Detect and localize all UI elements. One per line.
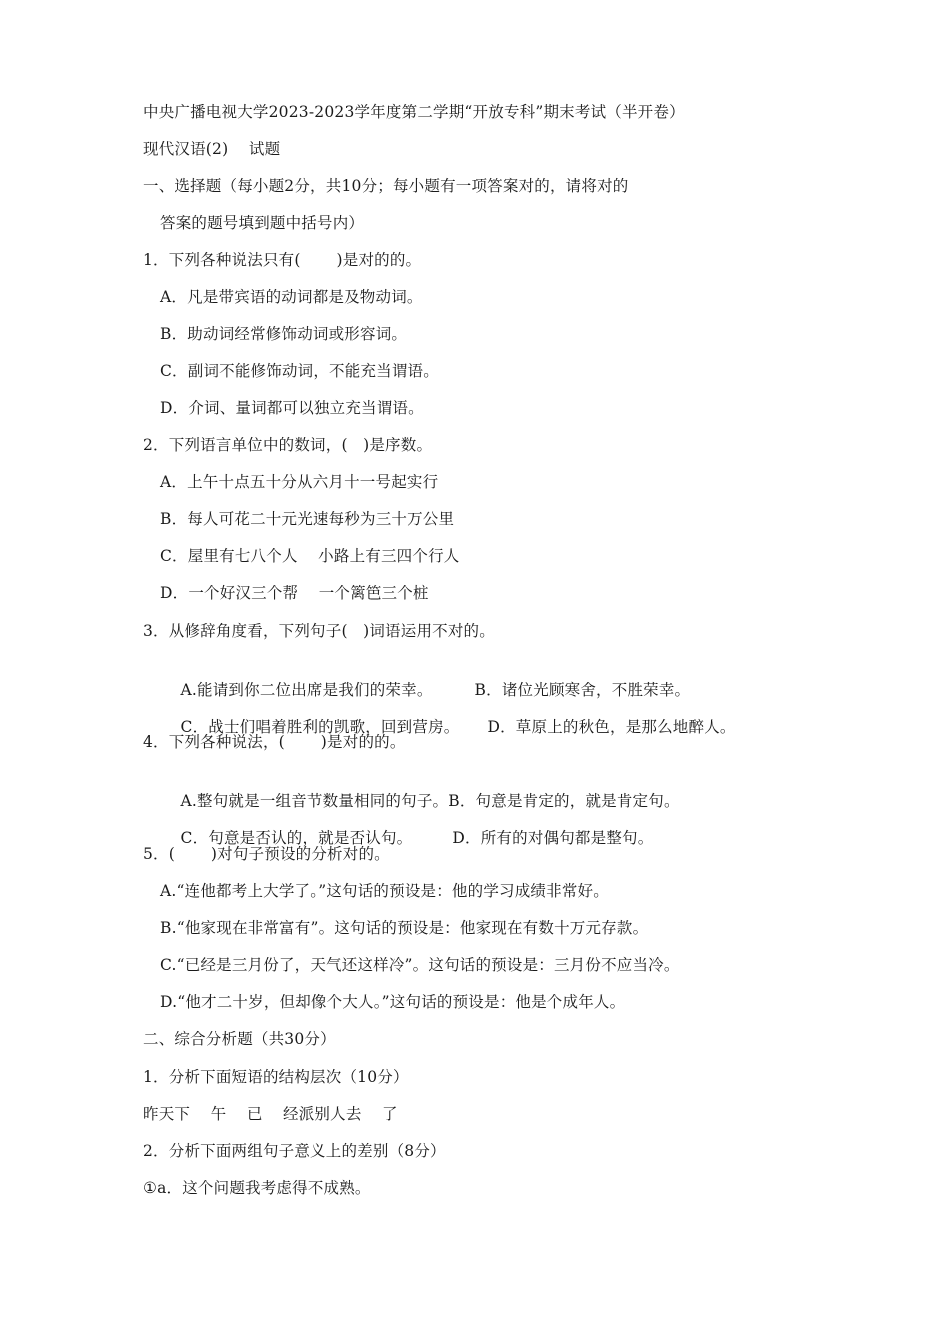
q1-option-b: B．助动词经常修饰动词或形容词。 bbox=[160, 325, 408, 343]
q4-option-d: D．所有的对偶句都是整句。 bbox=[452, 829, 654, 847]
q5-option-b: B.“他家现在非常富有”。这句话的预设是：他家现在有数十万元存款。 bbox=[160, 919, 649, 937]
q2-option-c: C．屋里有七八个人 小路上有三四个行人 bbox=[160, 547, 460, 565]
q1-option-c: C．副词不能修饰动词，不能充当谓语。 bbox=[160, 362, 439, 380]
q4-stem: 4．下列各种说法，( )是对的的。 bbox=[143, 733, 406, 751]
q5-stem: 5．( )对句子预设的分析对的。 bbox=[143, 845, 390, 863]
s2-q1-phrase: 昨天下 午 已 经派别人去 了 bbox=[143, 1105, 398, 1123]
q4-option-c: C．句意是否认的，就是否认句。 bbox=[180, 829, 413, 847]
q3-option-a: A.能请到你二位出席是我们的荣幸。 bbox=[180, 681, 433, 699]
q1-stem: 1．下列各种说法只有( )是对的的。 bbox=[143, 251, 422, 269]
q3-option-b: B．诸位光顾寒舍，不胜荣幸。 bbox=[474, 681, 691, 699]
q5-option-d: D.“他才二十岁，但却像个大人。”这句话的预设是：他是个成年人。 bbox=[160, 993, 626, 1011]
s2-q1-stem: 1．分析下面短语的结构层次（10分） bbox=[143, 1068, 409, 1086]
q3-option-d: D．草原上的秋色，是那么地醉人。 bbox=[487, 718, 736, 736]
exam-subtitle: 现代汉语(2) 试题 bbox=[143, 140, 281, 158]
q3-option-c: C．战士们唱着胜利的凯歌，回到营房。 bbox=[180, 718, 460, 736]
q1-option-a: A．凡是带宾语的动词都是及物动词。 bbox=[160, 288, 423, 306]
section2-heading: 二、综合分析题（共30分） bbox=[143, 1030, 336, 1048]
exam-title: 中央广播电视大学2023-2023学年度第二学期“开放专科”期末考试（半开卷） bbox=[143, 103, 685, 121]
s2-q2-item-a: ①a．这个问题我考虑得不成熟。 bbox=[143, 1179, 371, 1197]
q4-option-a: A.整句就是一组音节数量相同的句子。 bbox=[180, 792, 449, 810]
q2-option-b: B．每人可花二十元光速每秒为三十万公里 bbox=[160, 510, 455, 528]
section1-heading-line2: 答案的题号填到题中括号内） bbox=[160, 214, 365, 232]
q2-stem: 2．下列语言单位中的数词，( )是序数。 bbox=[143, 436, 433, 454]
q2-option-a: A．上午十点五十分从六月十一号起实行 bbox=[160, 473, 439, 491]
q2-option-d: D．一个好汉三个帮 一个篱笆三个桩 bbox=[160, 584, 429, 602]
q5-option-a: A.“连他都考上大学了。”这句话的预设是：他的学习成绩非常好。 bbox=[160, 882, 609, 900]
q3-stem: 3．从修辞角度看，下列句子( )词语运用不对的。 bbox=[143, 622, 495, 640]
q1-option-d: D．介词、量词都可以独立充当谓语。 bbox=[160, 399, 424, 417]
section1-heading-line1: 一、选择题（每小题2分，共10分；每小题有一项答案对的，请将对的 bbox=[143, 177, 629, 195]
q4-option-b: B．句意是肯定的，就是肯定句。 bbox=[448, 792, 680, 810]
q5-option-c: C.“已经是三月份了，天气还这样冷”。这句话的预设是：三月份不应当冷。 bbox=[160, 956, 680, 974]
s2-q2-stem: 2．分析下面两组句子意义上的差别（8分） bbox=[143, 1142, 446, 1160]
